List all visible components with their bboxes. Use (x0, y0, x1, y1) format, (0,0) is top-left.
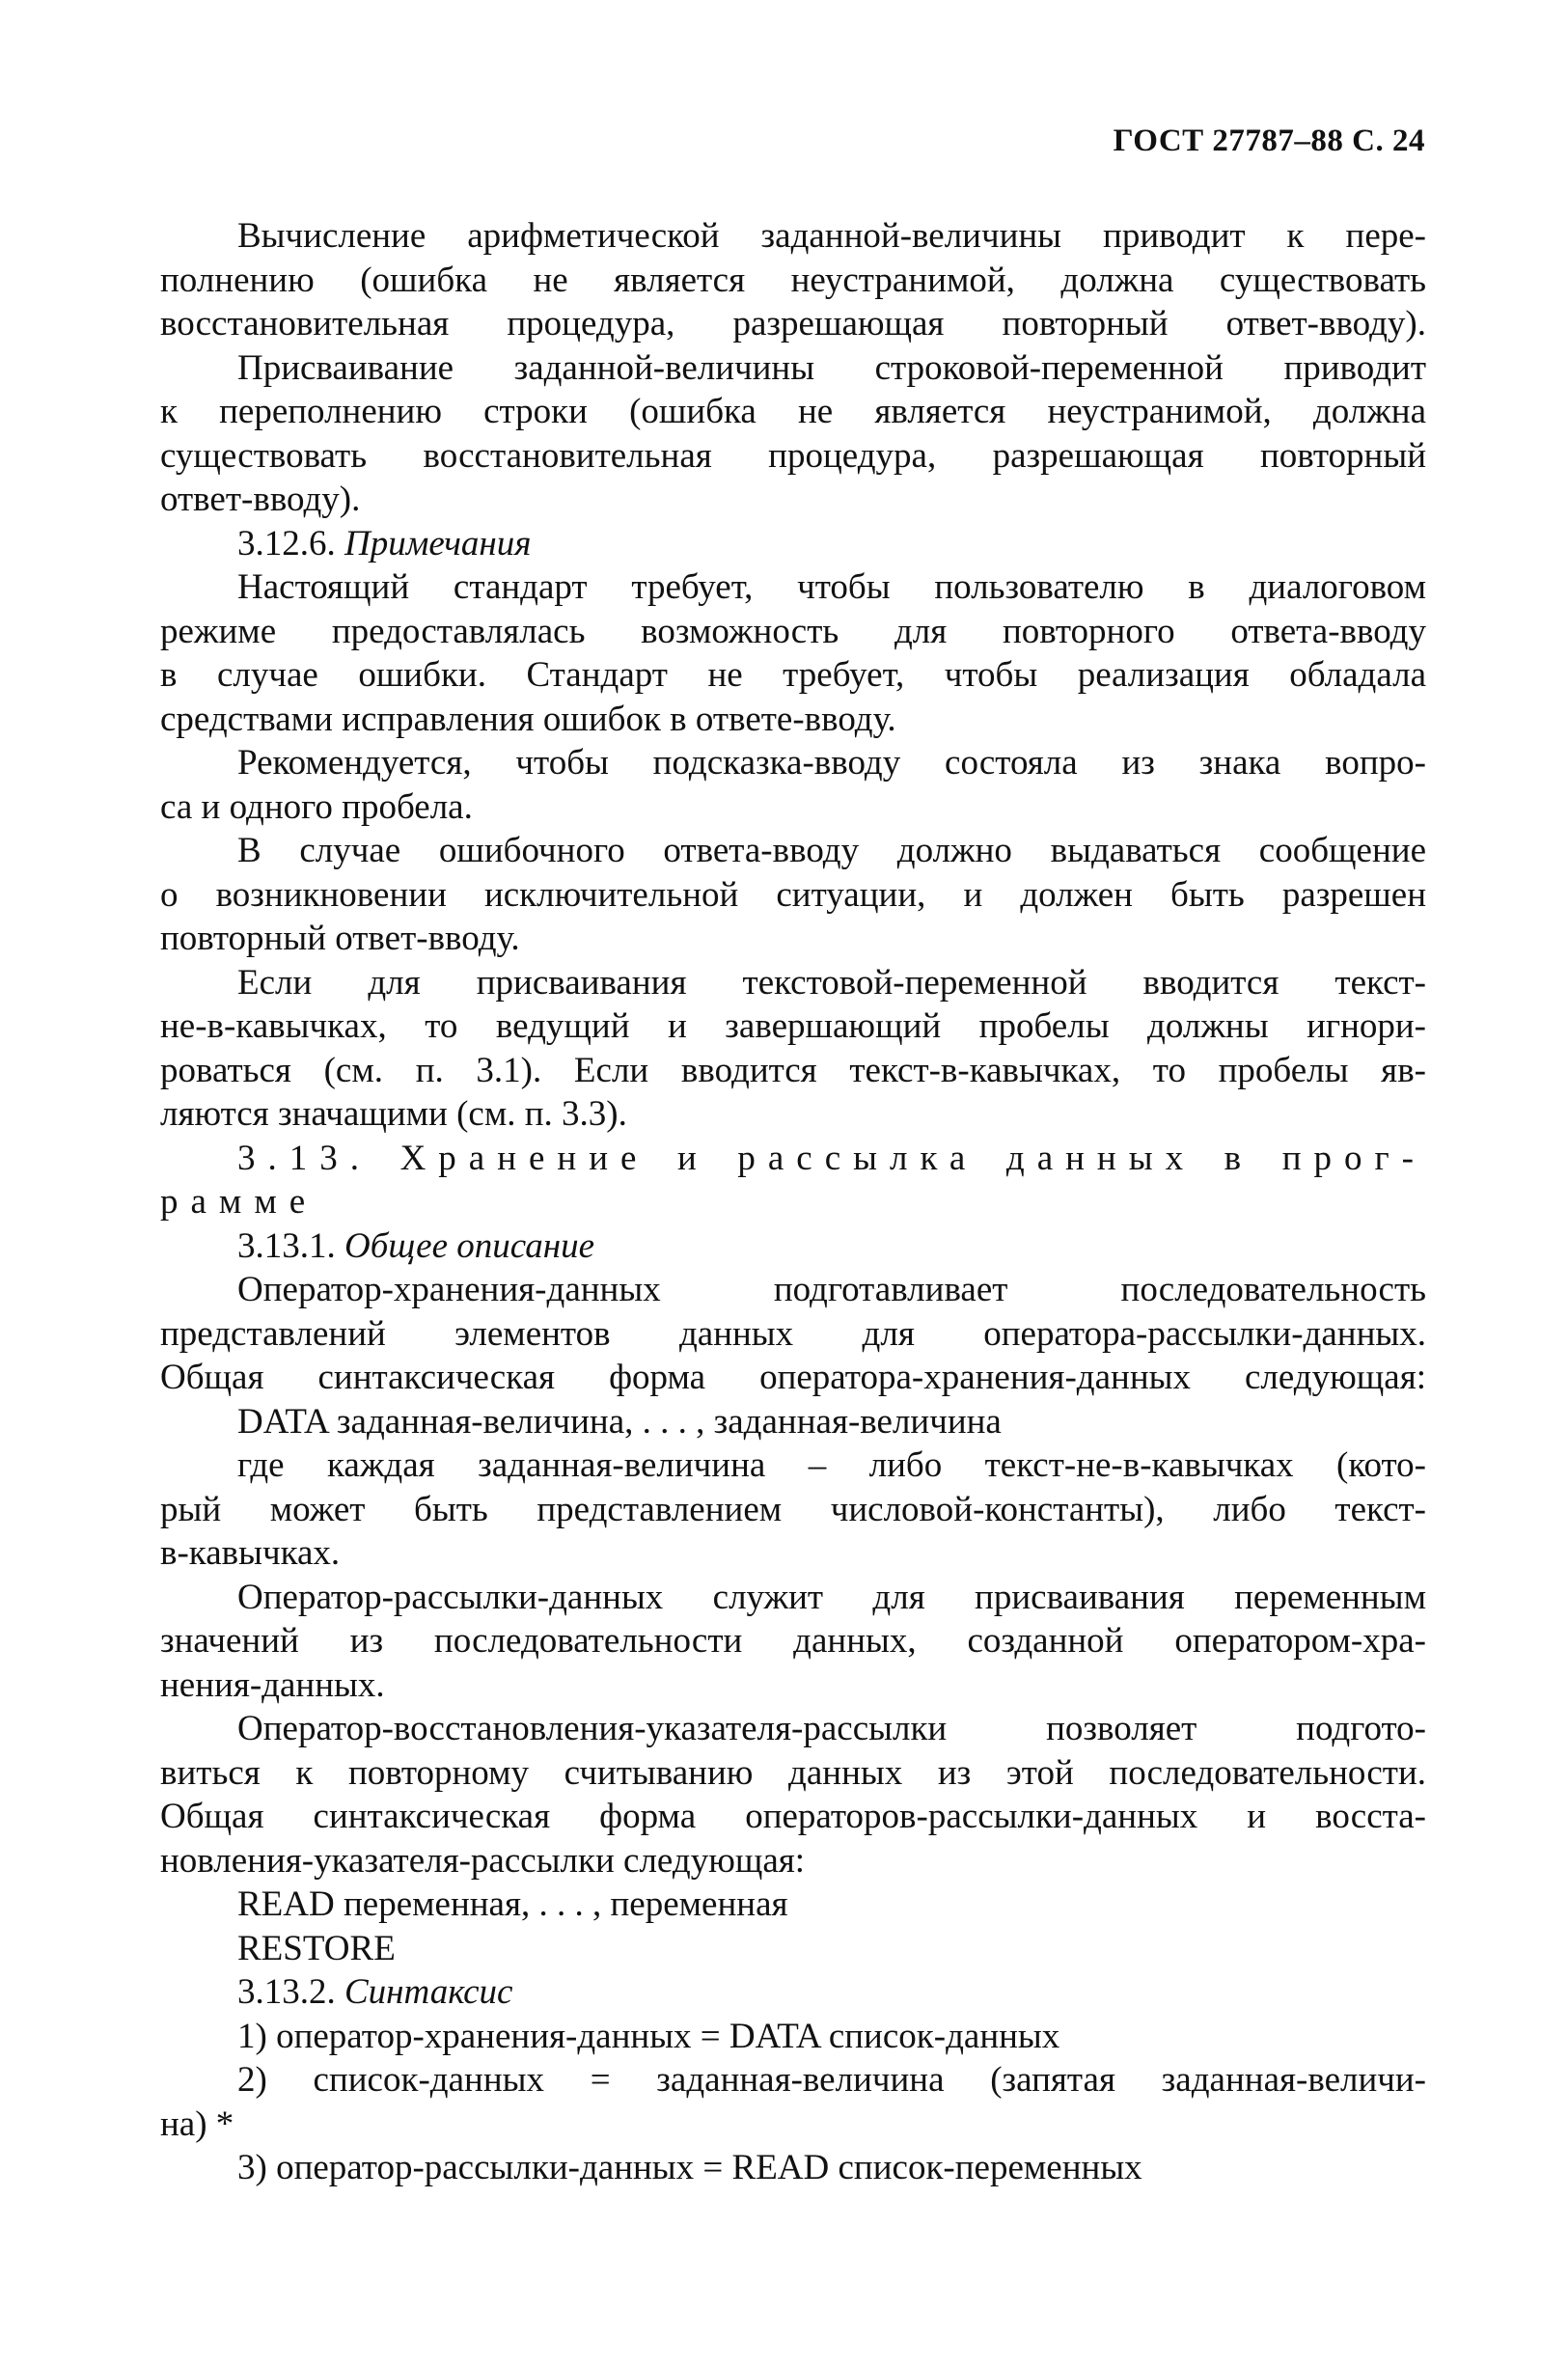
text-line (160, 1488, 1426, 1532)
line-text: 3.13.1. (237, 1225, 344, 1266)
line-text: Общая синтаксическая форма оператора-хранения-данных следующая: (160, 1358, 1426, 1397)
text-line (160, 1751, 1426, 1796)
line-text: на) * (160, 2103, 234, 2144)
line-text: нения-данных. (160, 1664, 385, 1705)
line-text: READ переменная, . . . , переменная (237, 1884, 788, 1924)
text-line (160, 1268, 1426, 1312)
text-line (160, 1927, 1426, 1971)
text-line (160, 1839, 1426, 1883)
text-line (160, 1400, 1426, 1444)
document-body (160, 214, 1426, 2190)
text-line (160, 741, 1426, 785)
text-line (160, 1004, 1426, 1049)
text-line (160, 1224, 1426, 1269)
line-text: Если для присваивания текстовой-переменной вводится текст- (237, 962, 1426, 1003)
text-line (160, 785, 1426, 830)
text-line (160, 610, 1426, 654)
line-text: 1) оператор-хранения-данных = DATA список-данных (237, 2016, 1060, 2056)
text-line (160, 346, 1426, 391)
text-line (160, 698, 1426, 742)
line-text: Оператор-восстановления-указателя-рассылки позволяет подгото- (237, 1709, 1426, 1748)
text-line (160, 1970, 1426, 2015)
line-text: о возникновении исключительной ситуации, и должен быть разрешен (160, 874, 1426, 915)
text-line (160, 1137, 1426, 1181)
section-heading-italic: Синтаксис (344, 1972, 513, 2012)
text-line (160, 522, 1426, 566)
line-text: новления-указателя-рассылки следующая: (160, 1840, 806, 1881)
line-text: Общая синтаксическая форма операторов-рассылки-данных и восста- (160, 1797, 1426, 1836)
line-text: Вычисление арифметической заданной-величины приводит к пере- (237, 216, 1426, 256)
text-line (160, 2146, 1426, 2190)
text-line (160, 2058, 1426, 2103)
text-line (160, 478, 1426, 522)
line-text: рый может быть представлением числовой-константы), либо текст- (160, 1489, 1426, 1529)
text-line (160, 565, 1426, 610)
text-line (160, 1049, 1426, 1093)
line-text: В случае ошибочного ответа-вводу должно выдаваться сообщение (237, 831, 1426, 870)
text-line (160, 214, 1426, 259)
line-text: повторный ответ-вводу. (160, 919, 520, 958)
line-text: ляются значащими (см. п. 3.3). (160, 1094, 627, 1134)
text-line (160, 653, 1426, 698)
page-header: ГОСТ 27787–88 С. 24 (1113, 124, 1425, 158)
line-text: 3.13. Хранение и рассылка данных в прог- (237, 1138, 1426, 1178)
text-line (160, 873, 1426, 918)
text-line (160, 829, 1426, 873)
text-line (160, 259, 1426, 303)
text-line (160, 1180, 1426, 1224)
line-text: 3.12.6. (237, 523, 344, 564)
line-text: режиме предоставлялась возможность для повторного ответа-вводу (160, 611, 1426, 651)
text-line (160, 1619, 1426, 1663)
line-text: Присваивание заданной-величины строковой-переменной приводит (237, 347, 1426, 388)
line-text: 3.13.2. (237, 1972, 344, 2012)
line-text: Настоящий стандарт требует, чтобы пользователю в диалоговом (237, 567, 1426, 607)
text-line (160, 390, 1426, 434)
text-line (160, 2103, 1426, 2147)
text-line (160, 1092, 1426, 1137)
text-line (160, 2015, 1426, 2059)
line-text: средствами исправления ошибок в ответе-вводу. (160, 699, 896, 739)
section-heading-italic: Общее описание (344, 1225, 595, 1266)
line-text: где каждая заданная-величина – либо текст-не-в-кавычках (кото- (237, 1445, 1426, 1485)
line-text: ответ-вводу). (160, 480, 361, 519)
text-line (160, 1531, 1426, 1576)
text-line (160, 1312, 1426, 1357)
line-text: в случае ошибки. Стандарт не требует, чтобы реализация обладала (160, 655, 1426, 695)
line-text: 3) оператор-рассылки-данных = READ список-переменных (237, 2148, 1142, 2187)
line-text: 2) список-данных = заданная-величина (запятая заданная-величи- (237, 2060, 1426, 2100)
line-text: Оператор-хранения-данных подготавливает последовательность (237, 1270, 1426, 1309)
text-line (160, 961, 1426, 1005)
line-text: са и одного пробела. (160, 786, 473, 827)
text-line (160, 917, 1426, 961)
line-text: существовать восстановительная процедура, разрешающая повторный (160, 435, 1426, 476)
text-line (160, 1707, 1426, 1751)
section-heading-italic: Примечания (344, 523, 532, 564)
text-line (160, 1576, 1426, 1620)
line-text: представлений элементов данных для оператора-рассылки-данных. (160, 1313, 1426, 1354)
line-text: не-в-кавычках, то ведущий и завершающий пробелы должны игнори- (160, 1006, 1426, 1046)
text-line (160, 1795, 1426, 1839)
line-text: RESTORE (237, 1928, 396, 1968)
line-text: роваться (см. п. 3.1). Если вводится текст-в-кавычках, то пробелы яв- (160, 1050, 1426, 1090)
line-text: Рекомендуется, чтобы подсказка-вводу состояла из знака вопро- (237, 743, 1426, 783)
text-line (160, 1356, 1426, 1400)
line-text: к переполнению строки (ошибка не является неустранимой, должна (160, 392, 1426, 431)
line-text: рамме (160, 1182, 318, 1222)
line-text: Оператор-рассылки-данных служит для присваивания переменным (237, 1577, 1426, 1617)
text-line (160, 1443, 1426, 1488)
line-text: полнению (ошибка не является неустранимой, должна существовать (160, 260, 1426, 300)
text-line (160, 302, 1426, 346)
line-text: виться к повторному считыванию данных из этой последовательности. (160, 1752, 1426, 1793)
line-text: восстановительная процедура, разрешающая повторный ответ-вводу). (160, 304, 1426, 344)
line-text: значений из последовательности данных, созданной оператором-хра- (160, 1621, 1426, 1661)
line-text: DATA заданная-величина, . . . , заданная-величина (237, 1401, 1002, 1442)
text-line (160, 1883, 1426, 1927)
text-line (160, 1663, 1426, 1708)
line-text: в-кавычках. (160, 1533, 341, 1573)
text-line (160, 434, 1426, 479)
